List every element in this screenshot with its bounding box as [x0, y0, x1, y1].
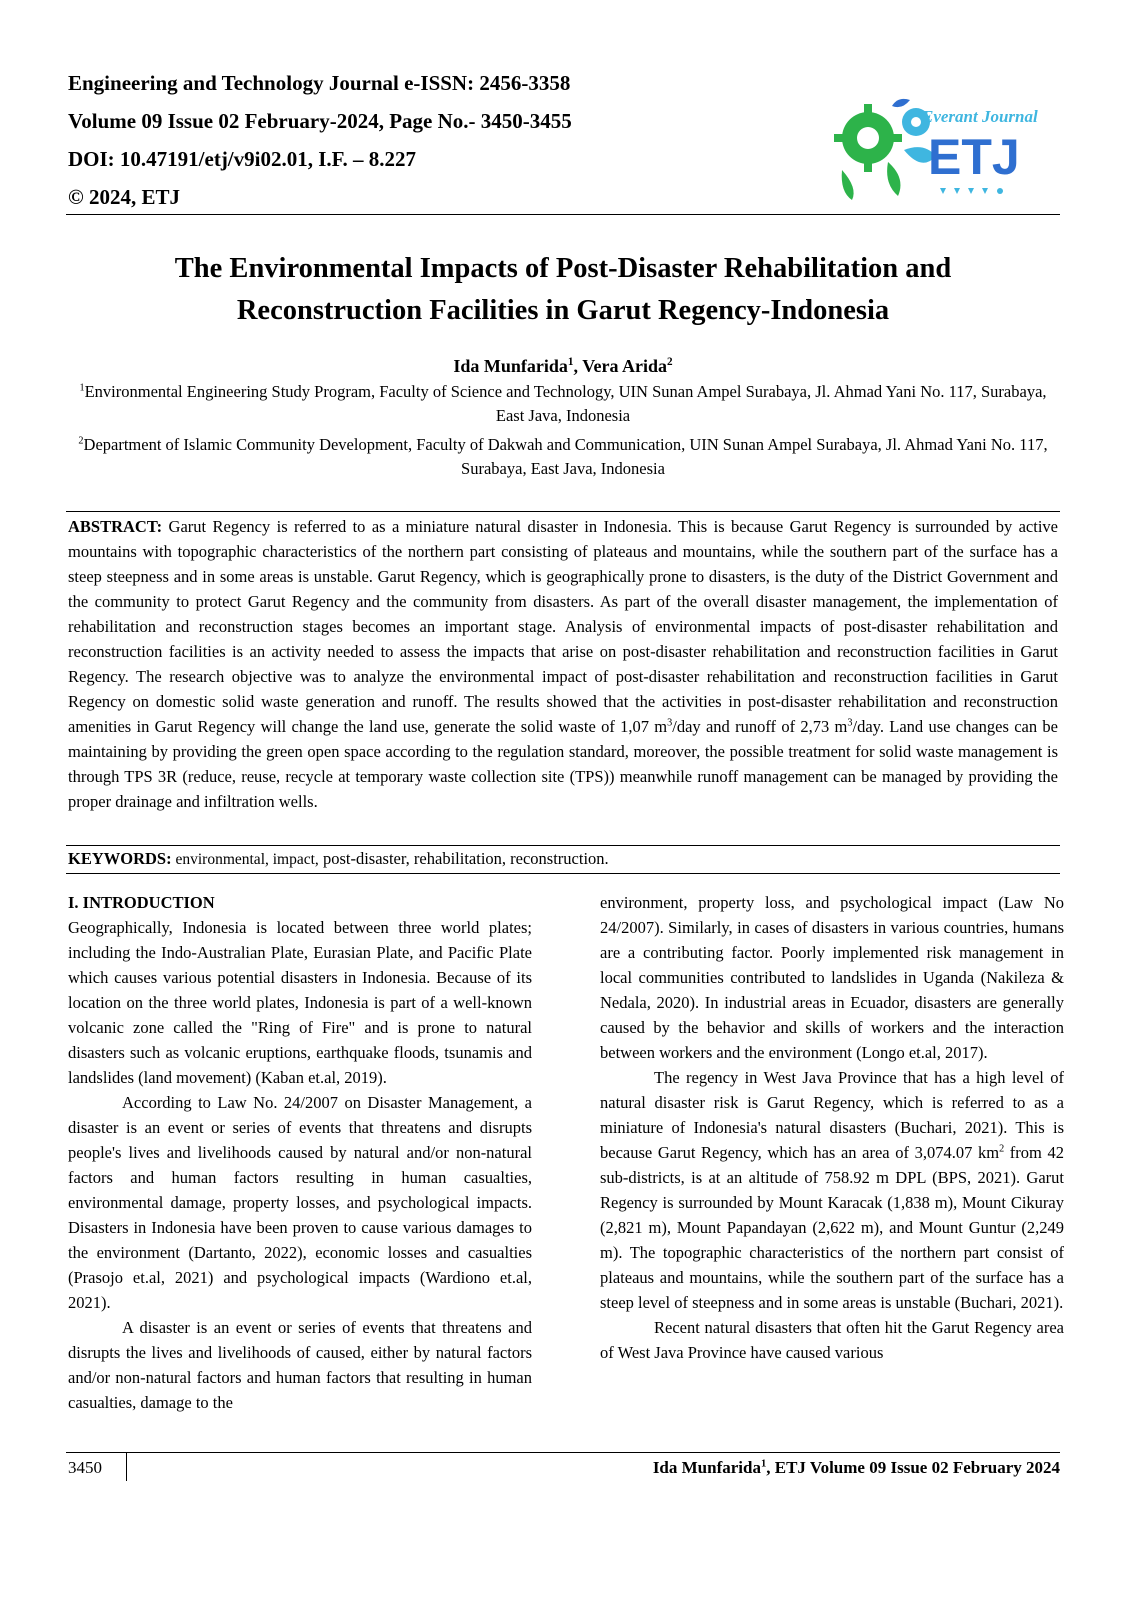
journal-doi-line: DOI: 10.47191/etj/v9i02.01, I.F. – 8.227: [68, 147, 417, 171]
paper-title: [66, 248, 1060, 332]
affiliation-1-mark: 1: [79, 382, 85, 394]
paragraph: Recent natural disasters that often hit the Garut Regency area of West Java Province have caused various: [600, 1318, 1064, 1362]
journal-header: [68, 64, 768, 216]
abstract-label: ABSTRACT:: [68, 517, 163, 536]
paragraph-text: The regency in West Java Province that has a high level of natural disaster risk is Garut Regency, which is referred to as a miniature of Indonesia's natural disasters (Buchari, 2021). This is because Garut Regency, which has an area of 3,074.07 km: [600, 1068, 1064, 1162]
author-list: [66, 354, 1060, 378]
paragraph: A disaster is an event or series of events that threatens and disrupts the lives and livelihoods of caused, either by natural factors and/or non-natural factors and human factors that resulting in human casualties, damage to the: [68, 1318, 532, 1412]
abstract-text-3: /day. Land use changes can be maintaining by providing the green open space according to the regulation standard, moreover, the possible treatment for solid waste management is through TPS 3R (reduce, reuse, recycle at temporary waste collection site (TPS)) meanwhile runoff management can be managed by providing the proper drainage and infiltration wells.: [68, 717, 1058, 811]
author-2-affil-mark: 2: [667, 356, 673, 368]
journal-volume-line: Volume 09 Issue 02 February-2024, Page No.- 3450-3455: [68, 109, 572, 133]
etj-logo: [828, 92, 1038, 204]
title-line-1: The Environmental Impacts of Post-Disaster Rehabilitation and: [174, 253, 952, 284]
keywords-text-b: post-disaster, rehabilitation, reconstruction.: [318, 849, 609, 868]
abstract-text-1: Garut Regency is referred to as a miniature natural disaster in Indonesia. This is because Garut Regency is surrounded by active mountains with topographic characteristics of the northern part consisting of plateaus and mountains, while the southern part of the surface has a steep steepness and in some areas is unstable. Garut Regency, which is geographically prone to disasters, is the duty of the District Government and the community to protect Garut Regency and the community from disasters. As part of the overall disaster management, the implementation of rehabilitation and reconstruction stages becomes an important stage. Analysis of environmental impacts of post-disaster rehabilitation and reconstruction facilities is an activity needed to assess the impacts that arise on post-disaster rehabilitation and reconstruction facilities in Garut Regency. The research objective was to analyze the environmental impact of post-disaster rehabilitation and reconstruction facilities in Garut Regency on domestic solid waste generation and runoff. The results showed that the activities in post-disaster rehabilitation and reconstruction amenities in Garut Regency will change the land use, generate the solid waste of 1,07 m: [68, 517, 1058, 736]
logo-decorative-dots: [940, 188, 1003, 194]
keywords: [68, 847, 1058, 872]
body-column-right: [600, 890, 1064, 1365]
section-heading-introduction: I. INTRODUCTION: [68, 893, 215, 912]
area-unit-sup: 2: [999, 1143, 1005, 1155]
journal-copyright-line: © 2024, ETJ: [68, 185, 180, 209]
journal-issn-line: Engineering and Technology Journal e-ISSN: 2456-3358: [68, 71, 571, 95]
logo-subtitle: Everant Journal: [922, 107, 1038, 126]
affiliation-2-text: Department of Islamic Community Development, Faculty of Dakwah and Communication, UIN Sunan Ampel Surabaya, Jl. Ahmad Yani No. 117, Surabaya, East Java, Indonesia: [83, 435, 1048, 478]
affiliation-2: [66, 433, 1060, 481]
paragraph: [600, 1065, 1064, 1315]
footer-separator: [126, 1452, 127, 1481]
keywords-text-a: environmental, impact,: [171, 851, 319, 868]
author-separator: ,: [573, 356, 583, 376]
keywords-bottom-rule: [66, 873, 1060, 874]
body-column-left: [68, 890, 532, 1415]
header-divider: [66, 214, 1060, 215]
logo-gear-shape: [834, 99, 936, 200]
paragraph-text: from 42 sub-districts, is at an altitude of 758.92 m DPL (BPS, 2021). Garut Regency is surrounded by Mount Karacak (1,838 m), Mount Cikuray (2,821 m), Mount Papandayan (2,622 m), and Mount Guntur (2,249 m). The topographic characteristics of the northern part consist of plateaus and mountains, while the southern part of the surface has a steep level of steepness and in some areas is unstable (Buchari, 2021).: [600, 1143, 1064, 1312]
paragraph: Geographically, Indonesia is located between three world plates; including the Indo-Australian Plate, Eurasian Plate, and Pacific Plate which causes various potential disasters in Indonesia. Because of its location on the three world plates, Indonesia is part of a well-known volcanic zone called the "Ring of Fire" and is prone to natural disasters such as volcanic eruptions, earthquake floods, tsunamis and landslides (land movement) (Kaban et.al, 2019).: [68, 918, 532, 1087]
footer-author-mark: 1: [760, 1458, 767, 1470]
abstract-text-2: /day and runoff of 2,73 m: [672, 717, 848, 736]
page-number: 3450: [68, 1458, 102, 1477]
footer-citation: [653, 1456, 1060, 1480]
footer-author: Ida Munfarida: [652, 1458, 761, 1477]
abstract-top-rule: [66, 511, 1060, 512]
affiliation-1: [66, 380, 1060, 428]
title-line-2: Reconstruction Facilities in Garut Regency-Indonesia: [236, 295, 890, 326]
paragraph: environment, property loss, and psychological impact (Law No 24/2007). Similarly, in cases of disasters in various countries, humans are a contributing factor. Poorly implemented risk management in local communities contributed to landslides in Uganda (Nakileza & Nedala, 2020). In industrial areas in Ecuador, disasters are generally caused by the behavior and skills of workers and the interaction between workers and the environment (Longo et.al, 2017).: [600, 893, 1064, 1062]
affiliation-2-mark: 2: [78, 435, 84, 447]
keywords-label: KEYWORDS:: [68, 849, 172, 868]
footer-journal-ref: , ETJ Volume 09 Issue 02 February 2024: [766, 1458, 1060, 1477]
paragraph: According to Law No. 24/2007 on Disaster Management, a disaster is an event or series of events that threatens and disrupts people's lives and livelihoods caused by natural and/or non-natural factors and human factors resulting in human casualties, environmental damage, property losses, and psychological impacts. Disasters in Indonesia have been proven to cause various damages to the environment (Dartanto, 2022), economic losses and casualties (Prasojo et.al, 2021) and psychological impacts (Wardiono et.al, 2021).: [68, 1093, 532, 1312]
abstract-bottom-rule: [66, 845, 1060, 846]
abstract-unit-sup-2: 3: [847, 717, 853, 729]
abstract-unit-sup-1: 3: [667, 717, 673, 729]
author-1: Ida Munfarida: [453, 356, 568, 376]
footer-divider: [66, 1452, 1060, 1453]
abstract: [68, 514, 1058, 814]
author-1-affil-mark: 1: [567, 356, 574, 368]
affiliation-1-text: Environmental Engineering Study Program, Faculty of Science and Technology, UIN Sunan Ampel Surabaya, Jl. Ahmad Yani No. 117, Surabaya, East Java, Indonesia: [84, 382, 1047, 425]
author-2: Vera Arida: [582, 356, 668, 376]
logo-acronym: ETJ: [928, 129, 1020, 185]
